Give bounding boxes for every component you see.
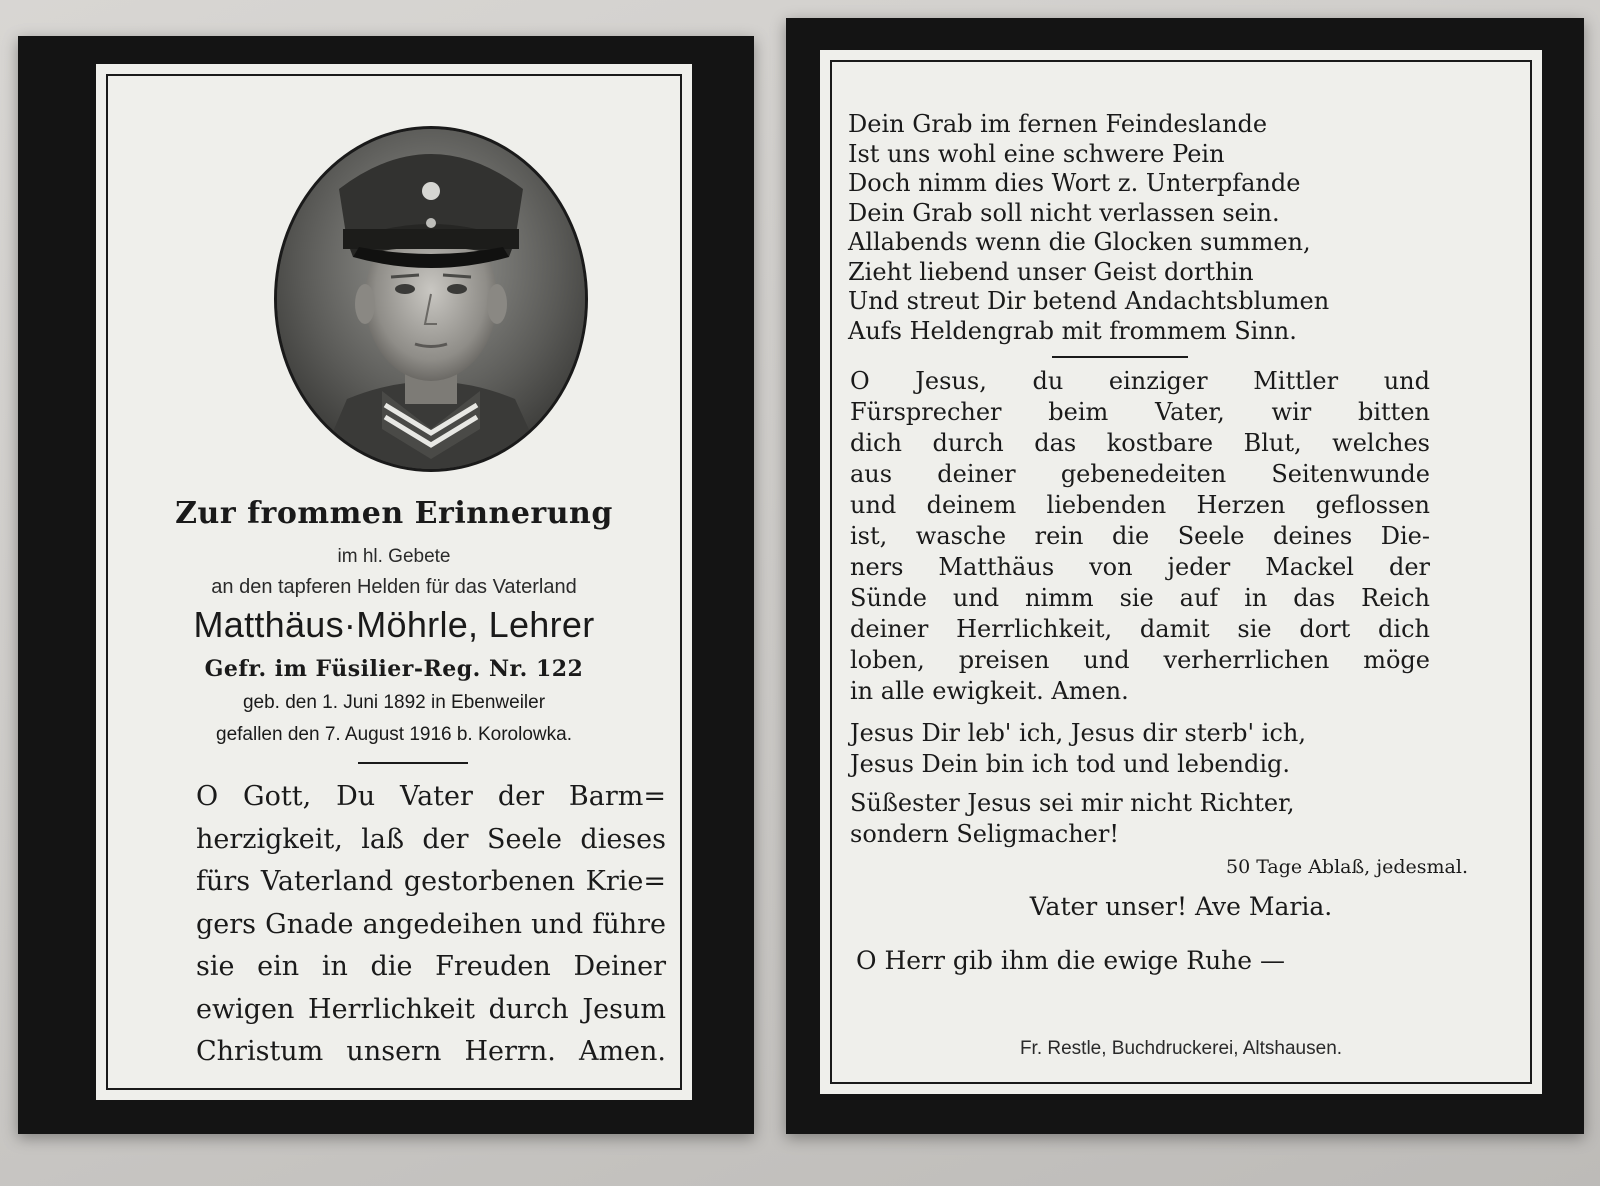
prayer-line: ist, wasche rein die Seele deines Die-: [850, 522, 1430, 550]
prayer-line: O Gott, Du Vater der Barm=: [196, 781, 666, 812]
birth-info: geb. den 1. Juni 1892 in Ebenweiler: [242, 692, 546, 713]
deceased-name: Matthäus·Möhrle, Lehrer: [193, 604, 595, 645]
death-info: gefallen den 7. August 1916 b. Korolowka.: [216, 724, 572, 745]
poem-line: Aufs Heldengrab mit frommem Sinn.: [848, 316, 1297, 345]
prayer-line: loben, preisen und verherrlichen möge: [850, 646, 1430, 674]
prayer-line: dich durch das kostbare Blut, welches: [850, 429, 1430, 457]
military-rank: Gefr. im Füsilier-Reg. Nr. 122: [204, 656, 584, 682]
prayer-line: Christum unsern Herrn. Amen.: [196, 1036, 666, 1067]
jesus-verse: [850, 718, 1440, 780]
indulgence-note: 50 Tage Ablaß, jedesmal.: [1226, 856, 1468, 878]
soldier-portrait: [274, 126, 588, 472]
left-page: [18, 36, 754, 1134]
prayer-line: Fürsprecher beim Vater, wir bitten: [850, 398, 1430, 426]
jesus-line: Jesus Dir leb' ich, Jesus dir sterb' ich,: [850, 719, 1306, 747]
pater-ave-line: Vater unser! Ave Maria.: [1029, 892, 1333, 921]
poem-line: Allabends wenn die Glocken summen,: [848, 228, 1311, 256]
jesus-line: Jesus Dein bin ich tod und lebendig.: [850, 750, 1291, 778]
right-divider: [1052, 356, 1188, 358]
left-divider: [358, 762, 468, 764]
poem-line: Ist uns wohl eine schwere Pein: [848, 139, 1225, 168]
memorial-poem: [848, 110, 1418, 346]
prayer-line: sie ein in die Freuden Deiner: [196, 951, 666, 982]
subtitle-prayers: im hl. Gebete: [337, 546, 451, 567]
prayer-line: gers Gnade angedeihen und führe: [196, 908, 666, 940]
sweet-line: sondern Seligmacher!: [850, 820, 1119, 848]
printer-credit: Fr. Restle, Buchdruckerei, Altshausen.: [1019, 1038, 1343, 1059]
prayer-line: ewigen Herrlichkeit durch Jesum: [196, 993, 666, 1025]
subtitle-heroes: an den tapferen Helden für das Vaterland: [211, 576, 577, 598]
eternal-rest-line: O Herr gib ihm die ewige Ruhe —: [856, 946, 1286, 975]
prayer-line: deiner Herrlichkeit, damit sie dort dich: [850, 615, 1430, 643]
prayer-line: Sünde und nimm sie auf in das Reich: [850, 584, 1430, 612]
left-card: [96, 64, 692, 1100]
prayer-line: fürs Vaterland gestorbenen Krie=: [196, 866, 666, 897]
poem-line: Dein Grab soll nicht verlassen sein.: [848, 198, 1280, 227]
poem-line: Doch nimm dies Wort z. Unterpfande: [848, 169, 1301, 197]
sweet-line: Süßester Jesus sei mir nicht Richter,: [850, 789, 1295, 817]
left-prayer: [196, 776, 666, 1074]
poem-line: Dein Grab im fernen Feindeslande: [848, 110, 1268, 138]
prayer-line: und deinem liebenden Herzen geflossen: [850, 491, 1430, 519]
sweet-jesus-verse: [850, 788, 1295, 850]
poem-line: Und streut Dir betend Andachtsblumen: [848, 287, 1330, 315]
card-title: Zur frommen Erinnerung: [175, 496, 613, 531]
prayer-line: herzigkeit, laß der Seele dieses: [196, 823, 666, 855]
portrait-illustration: [277, 129, 585, 469]
prayer-line: O Jesus, du einziger Mittler und: [850, 367, 1430, 395]
prayer-line: ners Matthäus von jeder Mackel der: [850, 553, 1430, 581]
right-card: [820, 50, 1542, 1094]
right-prayer: [850, 366, 1430, 707]
poem-line: Zieht liebend unser Geist dorthin: [848, 257, 1254, 286]
prayer-line: aus deiner gebenedeiten Seitenwunde: [850, 460, 1430, 488]
right-page: [786, 18, 1584, 1134]
prayer-line: in alle ewigkeit. Amen.: [850, 677, 1129, 705]
